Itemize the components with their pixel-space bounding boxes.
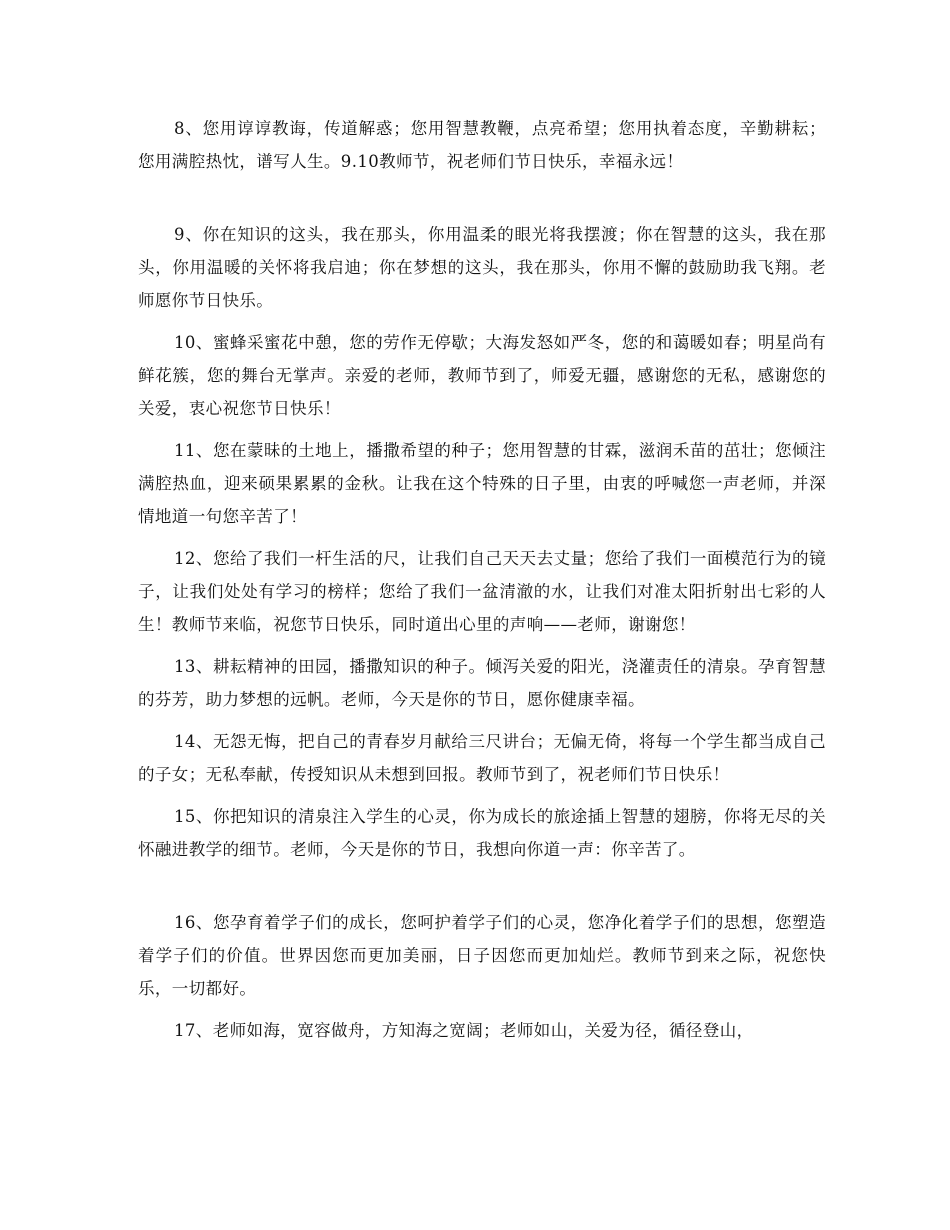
paragraph-13: 13、耕耘精神的田园，播撒知识的种子。倾泻关爱的阳光，浇灌责任的清泉。孕育智慧的芬芳，助力梦想的远帆。老师，今天是你的节日，愿你健康幸福。 — [138, 657, 826, 709]
paragraph-15: 15、你把知识的清泉注入学生的心灵，你为成长的旅途插上智慧的翅膀，你将无尽的关怀融进教学的细节。老师，今天是你的节日，我想向你道一声：你辛苦了。 — [138, 807, 826, 859]
paragraph-11: 11、您在蒙昧的土地上，播撒希望的种子；您用智慧的甘霖，滋润禾苗的茁壮；您倾注满腔热血，迎来硕果累累的金秋。让我在这个特殊的日子里，由衷的呼喊您一声老师，并深情地道一句您辛苦了！ — [138, 441, 826, 526]
paragraph-10: 10、蜜蜂采蜜花中憩，您的劳作无停歇；大海发怒如严冬，您的和蔼暖如春；明星尚有鲜花簇，您的舞台无掌声。亲爱的老师，教师节到了，师爱无疆，感谢您的无私，感谢您的关爱，衷心祝您节日快乐！ — [138, 333, 826, 418]
paragraph-12: 12、您给了我们一杆生活的尺，让我们自己天天去丈量；您给了我们一面模范行为的镜子，让我们处处有学习的榜样；您给了我们一盆清澈的水，让我们对准太阳折射出七彩的人生！教师节来临，祝您节日快乐，同时道出心里的声响——老师，谢谢您！ — [138, 549, 826, 634]
paragraph-14: 14、无怨无悔，把自己的青春岁月献给三尺讲台；无偏无倚，将每一个学生都当成自己的子女；无私奉献，传授知识从未想到回报。教师节到了，祝老师们节日快乐！ — [138, 732, 826, 784]
paragraph-16: 16、您孕育着学子们的成长，您呵护着学子们的心灵，您净化着学子们的思想，您塑造着学子们的价值。世界因您而更加美丽，日子因您而更加灿烂。教师节到来之际，祝您快乐，一切都好。 — [138, 913, 826, 998]
paragraph-17: 17、老师如海，宽容做舟，方知海之宽阔；老师如山，关爱为径，循径登山， — [174, 1021, 754, 1040]
paragraph-8: 8、您用谆谆教诲，传道解惑；您用智慧教鞭，点亮希望；您用执着态度，辛勤耕耘；您用满腔热忱，谱写人生。9.10教师节，祝老师们节日快乐，幸福永远！ — [138, 119, 826, 171]
paragraph-9: 9、你在知识的这头，我在那头，你用温柔的眼光将我摆渡；你在智慧的这头，我在那头，你用温暖的关怀将我启迪；你在梦想的这头，我在那头，你用不懈的鼓励助我飞翔。老师愿你节日快乐。 — [138, 225, 826, 310]
